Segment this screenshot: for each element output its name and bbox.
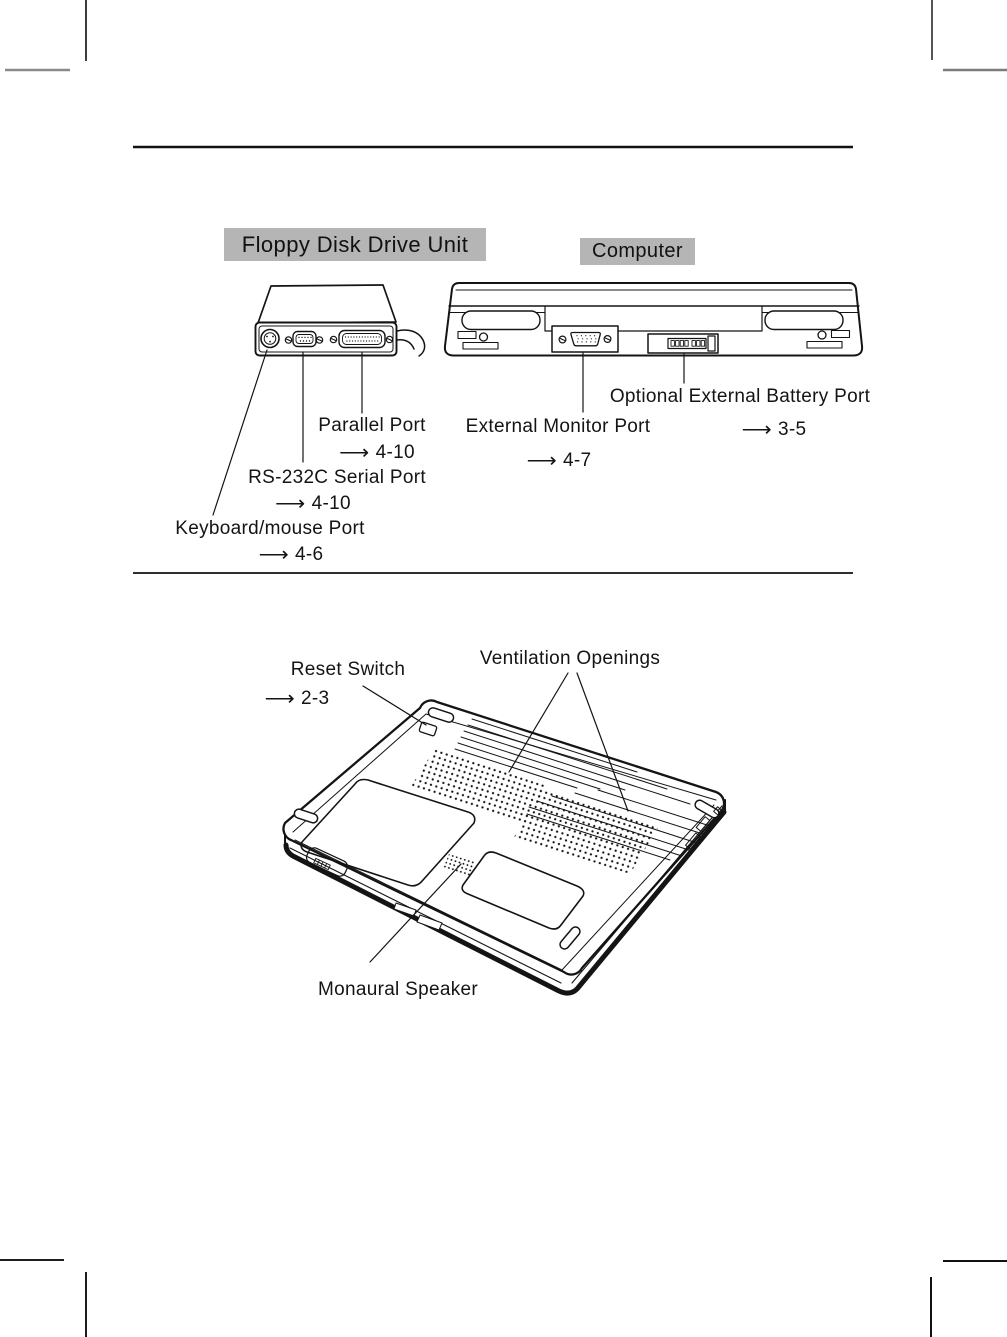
page-ref-optional-external-battery-port [742, 419, 807, 440]
long-right-arrow-icon: ⟶ [258, 542, 290, 566]
page-ref-external-monitor-port [527, 450, 592, 471]
horizontal-rules [133, 147, 853, 573]
label-ventilation-openings: Ventilation Openings [479, 648, 661, 669]
long-right-arrow-icon: ⟶ [741, 417, 773, 441]
label-reset-switch: Reset Switch [290, 659, 406, 680]
page-ref-parallel-port [339, 442, 415, 463]
floppy-disk-drive-unit-header: Floppy Disk Drive Unit [224, 228, 486, 261]
page-ref-reset-switch [265, 688, 330, 709]
floppy-unit-rear-drawing [256, 285, 425, 356]
page-ref-number: 3-5 [778, 419, 807, 440]
long-right-arrow-icon: ⟶ [264, 686, 296, 710]
page-ref-number: 4-10 [375, 442, 415, 463]
page-ref-number: 4-7 [563, 450, 592, 471]
long-right-arrow-icon: ⟶ [526, 448, 558, 472]
page-ref-number: 4-6 [295, 544, 324, 565]
label-external-monitor-port: External Monitor Port [465, 416, 651, 437]
label-parallel-port: Parallel Port [318, 415, 426, 436]
label-monaural-speaker: Monaural Speaker [317, 979, 479, 1000]
computer-header: Computer [580, 238, 695, 265]
page-ref-number: 2-3 [301, 688, 330, 709]
page-ref-rs232c-serial-port [275, 493, 351, 514]
label-keyboard-mouse-port: Keyboard/mouse Port [175, 518, 365, 539]
long-right-arrow-icon: ⟶ [339, 440, 370, 464]
label-optional-external-battery-port: Optional External Battery Port [609, 386, 871, 407]
page-ref-keyboard-mouse-port [259, 544, 324, 565]
laptop-bottom-drawing [283, 700, 725, 993]
page-ref-number: 4-10 [311, 493, 351, 514]
computer-rear-drawing [445, 283, 862, 356]
long-right-arrow-icon: ⟶ [275, 491, 306, 515]
label-rs232c-serial-port: RS-232C Serial Port [248, 467, 426, 488]
